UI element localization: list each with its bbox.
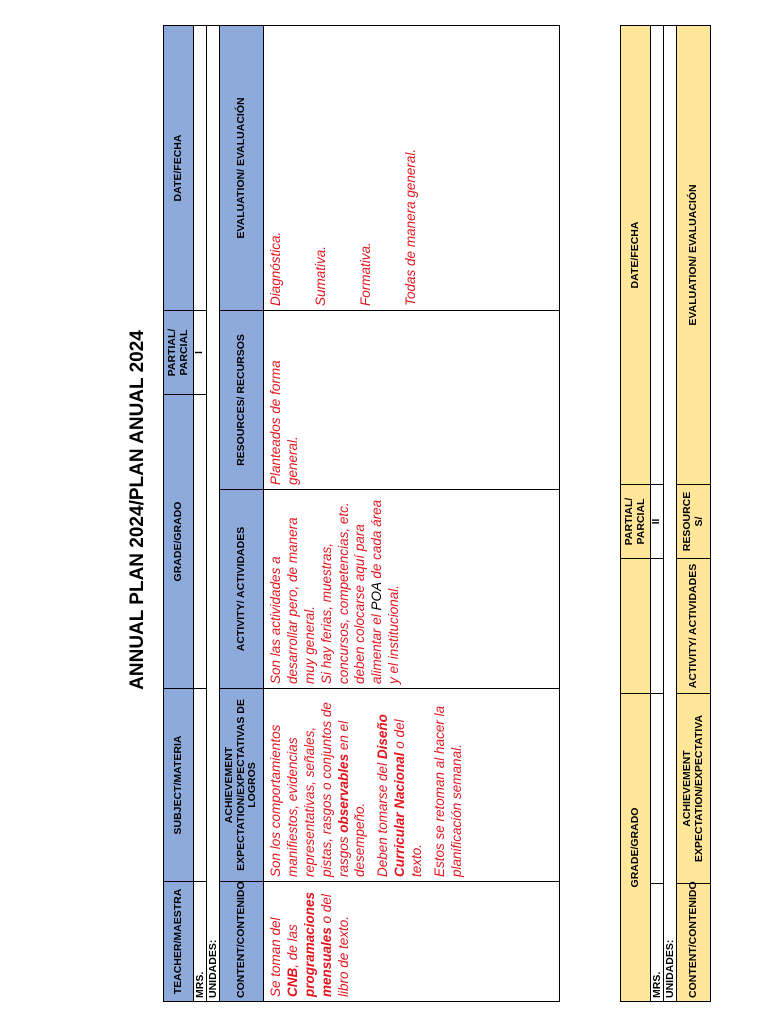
unidades-label-2: UNIDADES:	[664, 25, 677, 1001]
partial-header: PARTIAL/ PARCIAL	[164, 310, 194, 394]
grade-value-2[interactable]	[621, 558, 651, 693]
partial-header-2: PARTIAL/ PARCIAL	[621, 484, 651, 558]
grade-header-2: GRADE/GRADO	[621, 693, 651, 1001]
date-header-2: DATE/FECHA	[621, 25, 651, 484]
grade-value-2b[interactable]	[651, 558, 664, 693]
resources-column-header: RESOURCES/ RECURSOS	[220, 310, 264, 489]
partial-value-2: II	[651, 484, 664, 558]
content-column-header-2: CONTENT/CONTENIDO	[677, 884, 711, 1002]
grade-value[interactable]	[194, 394, 207, 688]
title-container	[118, 20, 158, 1000]
activity-column-header-2: ACTIVITY/ ACTIVIDADES	[677, 558, 711, 693]
content-column-header: CONTENT/CONTENIDO	[220, 882, 264, 1002]
subject-value[interactable]	[194, 689, 207, 882]
document-title: ANNUAL PLAN 2024/PLAN ANUAL 2024	[127, 330, 148, 690]
evaluation-column-header: EVALUATION/ EVALUACIÓN	[220, 25, 264, 310]
achievement-column-header: ACHIEVEMENT EXPECTATION/EXPECTATIVAS DE LOGROS	[220, 689, 264, 882]
evaluation-column-header-2: EVALUATION/ EVALUACIÓN	[677, 25, 711, 484]
date-value-2[interactable]	[651, 25, 664, 484]
partial-value: I	[194, 310, 207, 394]
resources-column-header-2: RESOURCE S/	[677, 484, 711, 558]
unidades-label: UNIDADES:	[207, 25, 220, 1001]
date-value[interactable]	[194, 25, 207, 310]
plan-table-partial-2	[620, 26, 718, 1002]
mrs-label: MRS.	[194, 882, 207, 1002]
achievement-column-header-2: ACHIEVEMENT EXPECTATION/EXPECTATIVA	[677, 693, 711, 883]
activity-cell: Son las actividades a desarrollar pero, de manera muy general. Si hay ferias, muestras, concursos, competencias, etc. deben colocarse aquí para alimentar el POA de cada área y el institucional.	[264, 490, 560, 689]
evaluation-cell: Diagnóstica. Sumativa. Formativa. Todas de manera general.	[264, 25, 560, 310]
activity-column-header: ACTIVITY/ ACTIVIDADES	[220, 490, 264, 689]
achievement-cell: Son los comportamientos manifiestos, evidencias representativas, señales, pistas, rasgos o conjuntos de rasgos observables en el desempeño. Deben tomarse del Diseño Curricular Nacional o del texto. Estos se retoman al hacer la planificación semanal.	[264, 689, 560, 882]
mrs-label-2: MRS.	[651, 884, 664, 1002]
content-cell: Se toman del CNB, de las programaciones mensuales o del libro de texto.	[264, 882, 560, 1002]
teacher-header: TEACHER/MAESTRA	[164, 882, 194, 1002]
subject-header: SUBJECT/MATERIA	[164, 689, 194, 882]
date-header: DATE/FECHA	[164, 25, 194, 310]
resources-cell: Planteados de forma general.	[264, 310, 560, 489]
grade-header: GRADE/GRADO	[164, 394, 194, 688]
plan-table-partial-1	[163, 26, 563, 1002]
subject-value-2[interactable]	[651, 693, 664, 883]
